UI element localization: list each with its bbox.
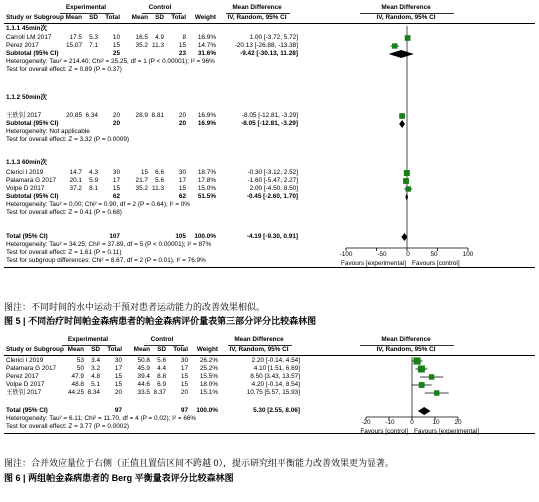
plot-header: Mean Difference xyxy=(381,336,431,343)
col-sd-ctl: SD xyxy=(155,14,164,21)
cell: -1.60 [-5.47, 2.27] xyxy=(247,177,298,184)
cell: 7.1 xyxy=(89,42,98,49)
caption-divider: | xyxy=(23,473,29,483)
col-study: Study or Subgroup xyxy=(6,346,64,353)
cell: 11.3 xyxy=(152,185,164,192)
cell: 16.9% xyxy=(197,34,216,41)
cell: 4.20 [-0.14, 8.54] xyxy=(251,381,300,388)
tick-label: 100 xyxy=(462,251,474,258)
experimental-header: Experimental xyxy=(65,4,107,11)
col-mean-ctl: Mean xyxy=(133,346,150,353)
total-label: Total (95% CI) xyxy=(6,233,48,240)
study-name: Perez 2017 xyxy=(6,373,39,380)
cell: 44.25 xyxy=(68,389,84,396)
study-name: Volpe D 2017 xyxy=(6,185,45,192)
cell: 97 xyxy=(180,407,188,414)
cell: 26.2% xyxy=(199,357,218,364)
cell: 4.3 xyxy=(89,169,98,176)
cell: 5.6 xyxy=(157,357,166,364)
cell: 105 xyxy=(175,233,186,240)
overall-effect: Test for overall effect: Z = 0.41 (P = 0.68) xyxy=(6,209,122,216)
cell: 8.8 xyxy=(157,373,166,380)
col-study: Study or Subgroup xyxy=(6,14,64,21)
tick-label: 0 xyxy=(406,251,410,258)
figure-caption-1 xyxy=(4,316,316,327)
cell: 20.85 xyxy=(66,112,82,119)
cell: 45.9 xyxy=(137,365,150,372)
cell: -8.05 [-12.81, -3.29] xyxy=(241,112,298,119)
overall-effect: Test for overall effect: Z = 3.77 (P = 0.0002) xyxy=(6,423,130,430)
cell: 21.7 xyxy=(135,177,148,184)
cell: 5.1 xyxy=(91,381,100,388)
cell: 4.9 xyxy=(155,34,164,41)
effect-square xyxy=(405,35,411,41)
cell: 15 xyxy=(112,42,120,49)
cell: 20 xyxy=(178,112,186,119)
plot-ci-header: IV, Random, 95% CI xyxy=(376,14,436,21)
md-header: Mean Difference xyxy=(234,336,284,343)
cell: 6.34 xyxy=(85,112,98,119)
overall-effect: Test for overall effect: Z = 0.89 (P = 0.37) xyxy=(6,66,122,73)
tick-label: 20 xyxy=(454,419,462,426)
cell: 15 xyxy=(178,185,186,192)
control-header: Control xyxy=(150,336,174,343)
cell: 4.4 xyxy=(157,365,166,372)
experimental-header: Experimental xyxy=(67,336,109,343)
cell: 15 xyxy=(140,169,148,176)
cell: 35.2 xyxy=(135,185,148,192)
total-heterogeneity: Heterogeneity: Tau² = 34.25; Chi² = 37.89, df = 5 (P < 0.00001); I² = 87% xyxy=(6,241,212,248)
cell: 16.9% xyxy=(197,120,216,127)
cell: 18.7% xyxy=(197,169,216,176)
col-mean-exp: Mean xyxy=(67,346,84,353)
cell: 17 xyxy=(114,365,122,372)
md-header: Mean Difference xyxy=(232,4,282,11)
subgroup-title: 1.1.2 50min次 xyxy=(6,94,47,101)
cell: 5.9 xyxy=(89,177,98,184)
tick-label: -10 xyxy=(385,419,395,426)
favours-right: Favours [experimental] xyxy=(414,428,479,435)
cell: -8.05 [-12.81, -3.29] xyxy=(241,120,298,127)
col-total-exp: Total xyxy=(107,346,122,353)
cell: 23 xyxy=(178,50,186,57)
ci-header: IV, Random, 95% CI xyxy=(229,346,289,353)
cell: 3.2 xyxy=(91,365,100,372)
cell: 8.34 xyxy=(87,389,100,396)
cell: -0.45 [-2.60, 1.70] xyxy=(246,193,298,200)
heterogeneity: Heterogeneity: Tau² = 0.00; Chi² = 0.90, df = 2 (P = 0.64); I² = 0% xyxy=(6,201,190,208)
subtotal-label: Subtotal (95% CI) xyxy=(6,193,59,200)
cell: 15.0% xyxy=(197,185,216,192)
tick-label: 50 xyxy=(430,251,438,258)
cell: -4.19 [-9.30, 0.91] xyxy=(246,233,298,240)
pooled-diamond xyxy=(418,407,431,415)
effect-square xyxy=(392,43,397,48)
cell: 10.75 [5.57, 15.93] xyxy=(246,389,300,396)
forest-plot-1-svg xyxy=(4,2,535,300)
effect-square xyxy=(399,113,405,119)
cell: 5.3 xyxy=(89,34,98,41)
figure-label-1: 图 5 xyxy=(4,316,21,326)
cell: 16.5 xyxy=(135,34,148,41)
overall-effect: Test for overall effect: Z = 3.32 (P = 0.0009) xyxy=(6,136,130,143)
plot-header: Mean Difference xyxy=(381,4,431,11)
cell: 15 xyxy=(180,381,188,388)
cell: 17.8% xyxy=(197,177,216,184)
cell: 8.37 xyxy=(153,389,166,396)
cell: 15 xyxy=(114,381,122,388)
study-name: Clerici I 2019 xyxy=(6,169,44,176)
pooled-diamond xyxy=(405,193,408,201)
col-total-ctl: Total xyxy=(173,346,188,353)
cell: 2.00 [-4.50, 8.50] xyxy=(249,185,298,192)
total-overall-effect: Test for overall effect: Z = 1.61 (P = 0.11) xyxy=(6,249,122,256)
cell: 30 xyxy=(178,169,186,176)
tick-label: -20 xyxy=(361,419,371,426)
cell: 8.1 xyxy=(89,185,98,192)
cell: 11.3 xyxy=(152,42,164,49)
cell: 8 xyxy=(182,34,186,41)
cell: 3.4 xyxy=(91,357,100,364)
figure-title-1: 不同治疗时间帕金森病患者的帕金森病评价量表第三部分评分比较森林图 xyxy=(28,316,317,326)
tick-label: 0 xyxy=(410,419,414,426)
cell: 17 xyxy=(180,365,188,372)
total-label: Total (95% CI) xyxy=(6,407,48,414)
cell: 30 xyxy=(180,357,188,364)
study-name: Volpe D 2017 xyxy=(6,381,45,388)
cell: 1.00 [-3.72, 5.72] xyxy=(249,34,298,41)
effect-square xyxy=(429,374,434,379)
cell: 50 xyxy=(76,365,84,372)
cell: 17 xyxy=(112,177,120,184)
favours-left: Favours [experimental] xyxy=(341,260,406,267)
cell: 30 xyxy=(114,357,122,364)
cell: 20 xyxy=(178,120,186,127)
subtotal-label: Subtotal (95% CI) xyxy=(6,120,59,127)
cell: 10 xyxy=(112,34,120,41)
col-sd-exp: SD xyxy=(89,14,98,21)
cell: 107 xyxy=(109,233,120,240)
pooled-diamond xyxy=(389,50,414,58)
effect-square xyxy=(418,365,425,372)
cell: 100.0% xyxy=(196,407,218,414)
cell: 31.6% xyxy=(197,50,216,57)
cell: 25 xyxy=(112,50,120,57)
cell: 100.0% xyxy=(194,233,216,240)
cell: 2.20 [-0.14, 4.54] xyxy=(251,357,300,364)
cell: 4.8 xyxy=(91,373,100,380)
cell: -0.30 [-3.12, 2.52] xyxy=(247,169,298,176)
cell: 30 xyxy=(112,169,120,176)
cell: 62 xyxy=(178,193,186,200)
subgroup-differences: Test for subgroup differences: Chi² = 8.67, df = 2 (P = 0.01), I² = 76.9% xyxy=(6,257,206,264)
study-name: Palamara G 2017 xyxy=(6,177,57,184)
cell: 14.7% xyxy=(197,42,216,49)
cell: 5.30 [2.55, 8.06] xyxy=(253,407,300,414)
plot-ci-header: IV, Random, 95% CI xyxy=(376,346,436,353)
col-total-ctl: Total xyxy=(171,14,186,21)
cell: 15.1% xyxy=(199,389,218,396)
control-header: Control xyxy=(148,4,172,11)
pooled-diamond xyxy=(401,233,407,241)
cell: 20 xyxy=(112,112,120,119)
cell: 39.4 xyxy=(137,373,150,380)
figure-title-2: 两组帕金森病患者的 Berg 平衡量表评分比较森林图 xyxy=(28,473,234,483)
heterogeneity: Heterogeneity: Tau² = 214.40; Chi² = 25.25, df = 1 (P < 0.00001); I² = 96% xyxy=(6,58,215,65)
cell: 8.50 [3.43, 13.57] xyxy=(250,373,300,380)
cell: 18.0% xyxy=(199,381,218,388)
cell: 37.2 xyxy=(69,185,82,192)
cell: 15 xyxy=(114,373,122,380)
study-name: 王轶钊 2017 xyxy=(6,112,42,119)
tick-label: -100 xyxy=(339,251,353,258)
forest-plot-berg xyxy=(4,333,535,453)
cell: 35.2 xyxy=(135,42,148,49)
cell: 20.1 xyxy=(69,177,82,184)
effect-square xyxy=(413,357,420,364)
study-name: Carroll LM 2017 xyxy=(6,34,52,41)
cell: 53 xyxy=(76,357,84,364)
effect-square xyxy=(404,170,410,176)
tick-label: 10 xyxy=(432,419,440,426)
cell: 44.6 xyxy=(137,381,150,388)
cell: 25.2% xyxy=(199,365,218,372)
cell: 6.6 xyxy=(155,169,164,176)
cell: 5.6 xyxy=(155,177,164,184)
cell: 47.9 xyxy=(71,373,84,380)
cell: 16.9% xyxy=(197,112,216,119)
col-sd-exp: SD xyxy=(91,346,100,353)
cell: 15.07 xyxy=(66,42,82,49)
favours-right: Favours [control] xyxy=(412,260,460,267)
cell: 97 xyxy=(114,407,122,414)
effect-square xyxy=(434,390,439,395)
figure-label-2: 图 6 xyxy=(4,473,21,483)
effect-square xyxy=(406,186,411,191)
forest-plot-updrs xyxy=(4,2,535,300)
subgroup-title: 1.1.1 45min次 xyxy=(6,25,47,32)
tick-label: -50 xyxy=(377,251,387,258)
cell: -9.42 [-30.13, 11.28] xyxy=(240,50,298,57)
caption-divider: | xyxy=(23,316,29,326)
cell: 15.5% xyxy=(199,373,218,380)
col-mean-exp: Mean xyxy=(65,14,82,21)
cell: 6.9 xyxy=(157,381,166,388)
col-sd-ctl: SD xyxy=(157,346,166,353)
cell: 51.5% xyxy=(197,193,216,200)
subtotal-label: Subtotal (95% CI) xyxy=(6,50,59,57)
cell: -20.13 [-26.88, -13.38] xyxy=(234,42,298,49)
cell: 50.8 xyxy=(137,357,150,364)
col-weight: Weight xyxy=(196,346,218,353)
cell: 20 xyxy=(180,389,188,396)
col-mean-ctl: Mean xyxy=(131,14,148,21)
forest-plot-2-svg xyxy=(4,333,535,453)
cell: 20 xyxy=(114,389,122,396)
cell: 15 xyxy=(178,42,186,49)
heterogeneity: Heterogeneity: Tau² = 6.11; Chi² = 11.70, df = 4 (P = 0.02); I² = 66% xyxy=(6,415,197,422)
col-weight: Weight xyxy=(194,14,216,21)
col-total-exp: Total xyxy=(105,14,120,21)
pooled-diamond xyxy=(399,120,405,128)
effect-square xyxy=(403,178,409,184)
cell: 17.5 xyxy=(69,34,82,41)
cell: 15 xyxy=(180,373,188,380)
ci-header: IV, Random, 95% CI xyxy=(227,14,287,21)
cell: 28.9 xyxy=(135,112,148,119)
figure-caption-2 xyxy=(4,473,234,484)
cell: 48.8 xyxy=(71,381,84,388)
figure-note-1: 图注：不同时间的水中运动干预对患者运动能力的改善效果相似。 xyxy=(4,302,266,312)
cell: 15 xyxy=(112,185,120,192)
heterogeneity: Heterogeneity: Not applicable xyxy=(6,128,90,135)
favours-left: Favours [control] xyxy=(360,428,408,435)
cell: 8.81 xyxy=(151,112,164,119)
subgroup-title: 1.1.3 60min次 xyxy=(6,159,47,166)
study-name: Clerici I 2019 xyxy=(6,357,44,364)
cell: 17 xyxy=(178,177,186,184)
cell: 14.7 xyxy=(69,169,82,176)
effect-square xyxy=(419,382,425,388)
study-name: Palamara G 2017 xyxy=(6,365,57,372)
figure-note-2: 图注：合并效应量位于右侧（正值且置信区间不跨越 0），提示研究组平衡能力改善效果更为显著。 xyxy=(4,458,395,468)
cell: 33.5 xyxy=(137,389,150,396)
study-name: Perez 2017 xyxy=(6,42,39,49)
study-name: 王轶钊 2017 xyxy=(6,389,42,396)
cell: 62 xyxy=(112,193,120,200)
cell: 4.10 [1.51, 6.69] xyxy=(253,365,300,372)
cell: 20 xyxy=(112,120,120,127)
